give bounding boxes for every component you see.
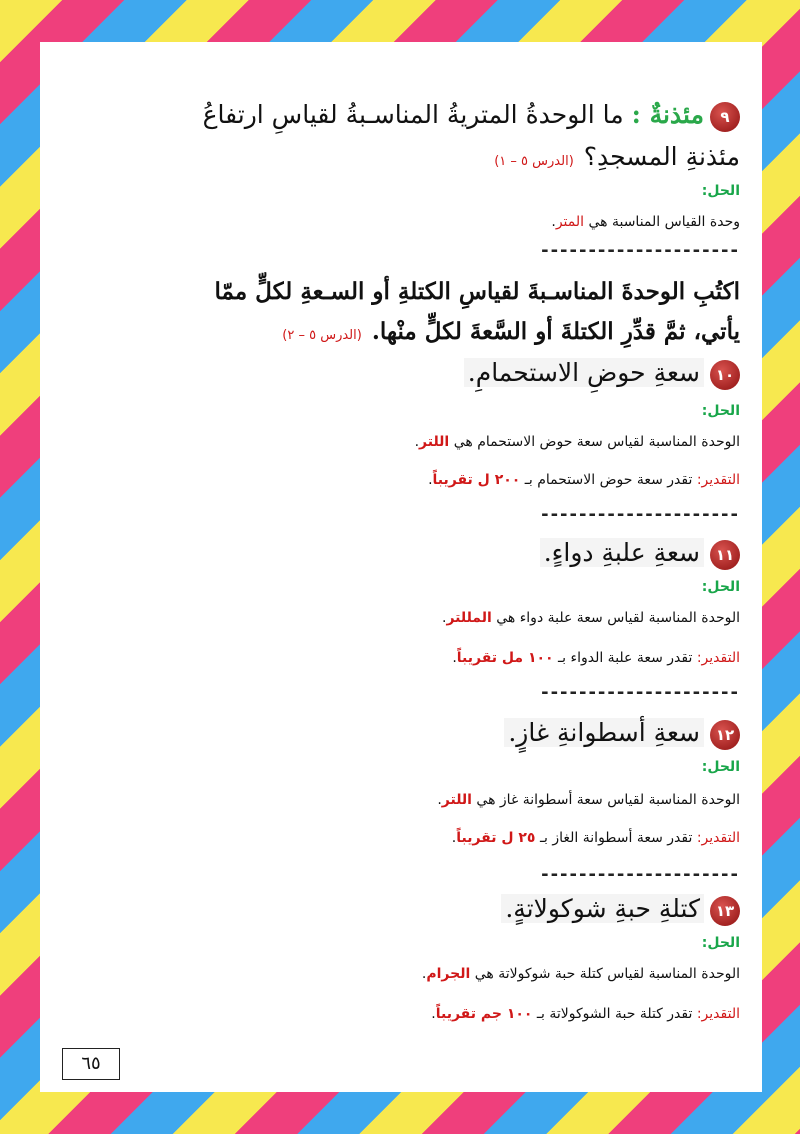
question-13-solution-label-row <box>62 932 740 951</box>
estimate-suffix: . <box>428 472 433 488</box>
solution-label: الحل: <box>701 579 740 595</box>
estimate-value: ٢٥ ل تقريباً <box>456 830 536 846</box>
question-12-title: سعةِ أسطوانةِ غازٍ. <box>504 718 704 747</box>
answer-value: الجرام <box>426 966 471 982</box>
question-12-number: ١٢ <box>710 720 740 750</box>
question-9-solution-label <box>62 180 740 199</box>
page-number: ٦٥ <box>62 1048 120 1080</box>
question-12-solution-label-row <box>62 756 740 775</box>
estimate-text: تقدر سعة علبة الدواء بـ <box>558 650 693 666</box>
question-11-number: ١١ <box>710 540 740 570</box>
estimate-text: تقدر كتلة حبة الشوكولاتة بـ <box>536 1006 693 1022</box>
instruction-line2: يأتي، ثمَّ قدِّرِ الكتلةَ أو السَّعةَ لكلٍّ منْها. <box>371 318 740 345</box>
answer-value: اللتر <box>419 434 450 450</box>
question-13-title-row <box>62 894 740 926</box>
question-13-number: ١٣ <box>710 896 740 926</box>
question-12-estimate <box>62 830 740 846</box>
estimate-text: تقدر سعة أسطوانة الغاز بـ <box>539 830 693 846</box>
separator: --------------------- <box>541 682 740 703</box>
estimate-value: ١٠٠ مل تقريباً <box>456 650 554 666</box>
estimate-suffix: . <box>431 1006 436 1022</box>
answer-value: المتر <box>555 214 585 230</box>
estimate-label: التقدير: <box>696 830 740 846</box>
estimate-label: التقدير: <box>696 1006 740 1022</box>
estimate-label: التقدير: <box>696 472 740 488</box>
answer-suffix: . <box>437 792 442 808</box>
question-13-answer <box>62 966 740 982</box>
question-11-title-row <box>62 538 740 570</box>
estimate-value: ١٠٠ جم تقريباً <box>435 1006 533 1022</box>
answer-prefix: الوحدة المناسبة لقياس سعة أسطوانة غاز هي <box>476 792 740 808</box>
answer-value: اللتر <box>441 792 472 808</box>
solution-label: الحل: <box>701 183 740 199</box>
answer-prefix: الوحدة المناسبة لقياس سعة حوض الاستحمام هي <box>453 434 740 450</box>
question-10-title-row <box>62 358 740 390</box>
question-9-text-line1: ما الوحدةُ المتريةُ المناسـبةُ لقياسِ ارتفاعُ <box>202 100 624 129</box>
answer-suffix: . <box>421 966 427 982</box>
question-9-number: ٩ <box>710 102 740 132</box>
answer-prefix: وحدة القياس المناسبة هي <box>588 214 740 230</box>
solution-label: الحل: <box>701 403 740 419</box>
question-9-answer <box>62 214 740 230</box>
separator: --------------------- <box>541 864 740 885</box>
answer-value: المللتر <box>446 610 492 626</box>
question-10-title: سعةِ حوضِ الاستحمامِ. <box>464 358 704 387</box>
separator: --------------------- <box>541 240 740 261</box>
question-10-number: ١٠ <box>710 360 740 390</box>
question-9-line2 <box>62 142 740 171</box>
solution-label: الحل: <box>701 935 740 951</box>
worksheet-page <box>40 42 762 1092</box>
separator: --------------------- <box>541 504 740 525</box>
question-11-title: سعةِ علبةِ دواءٍ. <box>540 538 704 567</box>
question-10-answer <box>62 434 740 450</box>
instruction-line1: اكتُبِ الوحدةَ المناسـبةَ لقياسِ الكتلةِ أو السـعةِ لكلٍّ ممّا <box>214 278 740 305</box>
answer-suffix: . <box>442 610 447 626</box>
answer-prefix: الوحدة المناسبة لقياس كتلة حبة شوكولاتة هي <box>474 966 740 982</box>
question-12-title-row <box>62 718 740 750</box>
question-11-answer <box>62 610 740 626</box>
solution-label: الحل: <box>701 759 740 775</box>
estimate-label: التقدير: <box>696 650 740 666</box>
instruction-line2-row <box>62 318 740 345</box>
question-9-ref: (الدرس ٥ – ١) <box>494 154 574 169</box>
answer-suffix: . <box>551 214 556 230</box>
estimate-value: ٢٠٠ ل تقريباً <box>432 472 521 488</box>
question-13-title: كتلةِ حبةِ شوكولاتةٍ. <box>501 894 704 923</box>
question-10-estimate <box>62 472 740 488</box>
answer-suffix: . <box>414 434 420 450</box>
question-9-keyword: مئذنةٌ : <box>631 100 704 129</box>
question-11-solution-label-row <box>62 576 740 595</box>
estimate-text: تقدر سعة حوض الاستحمام بـ <box>524 472 693 488</box>
answer-prefix: الوحدة المناسبة لقياس سعة علبة دواء هي <box>496 610 740 626</box>
estimate-suffix: . <box>452 650 457 666</box>
question-9-line1 <box>62 100 740 132</box>
question-13-estimate <box>62 1006 740 1022</box>
question-9-text-line2: مئذنةِ المسجدِ؟ <box>583 142 740 171</box>
question-12-answer <box>62 792 740 808</box>
question-10-solution-label-row <box>62 400 740 419</box>
instruction-ref: (الدرس ٥ – ٢) <box>282 328 362 343</box>
page-content <box>40 42 762 1092</box>
question-11-estimate <box>62 650 740 666</box>
estimate-suffix: . <box>451 830 457 846</box>
